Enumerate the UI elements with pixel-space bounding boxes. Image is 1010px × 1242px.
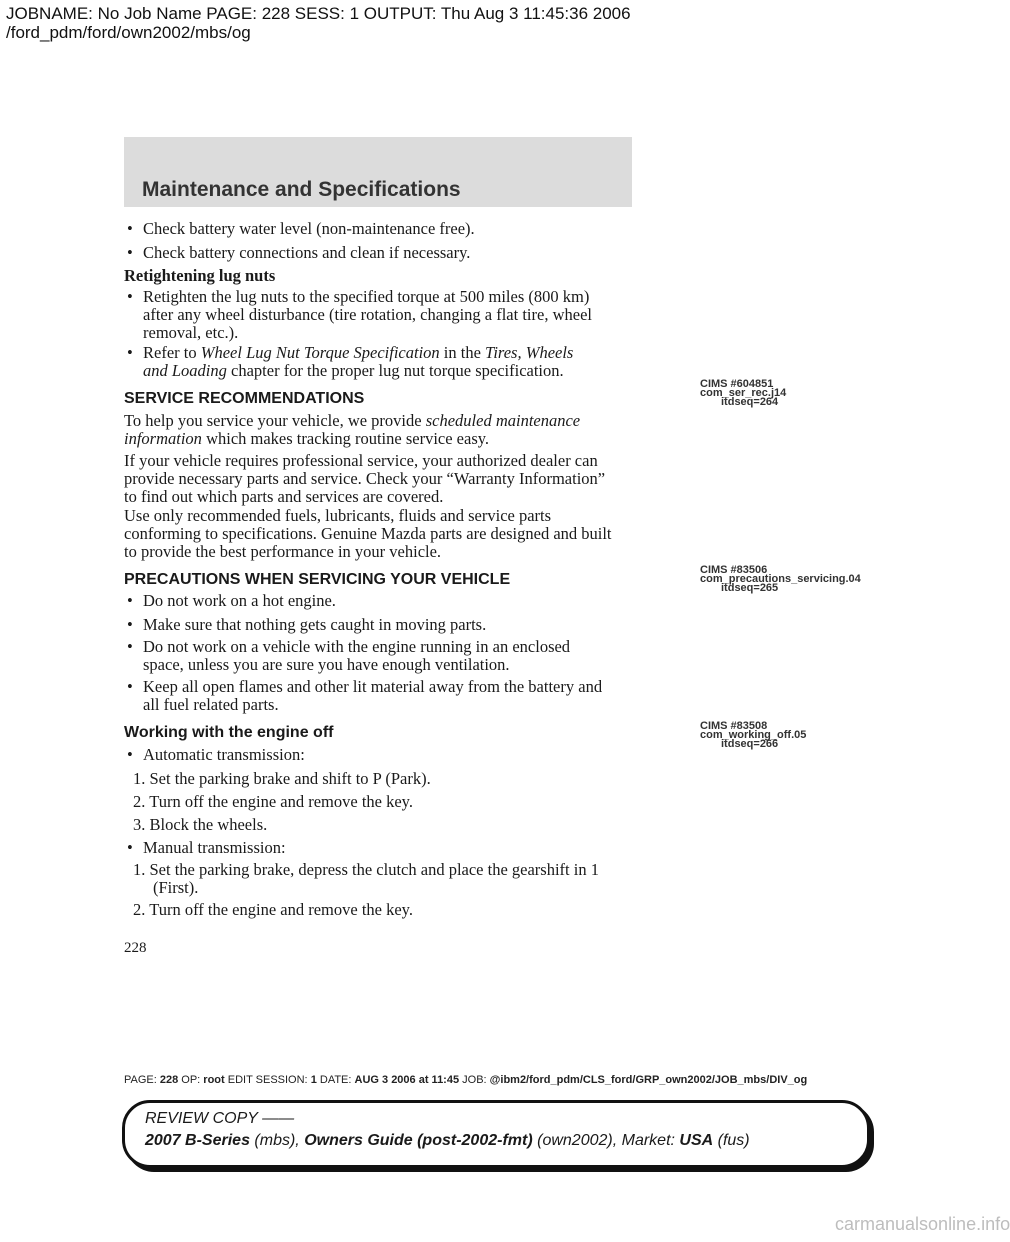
list-item-cont: removal, etc.). <box>143 323 239 342</box>
service-paragraph-cont: to find out which parts and services are covered. <box>124 487 444 506</box>
page-number: 228 <box>124 940 147 956</box>
cims-file: com_ser_rec.j14 <box>700 387 787 399</box>
service-paragraph-cont: provide necessary parts and service. Check your “Warranty Information” <box>124 469 606 488</box>
list-item: Manual transmission: <box>143 838 286 857</box>
footer-label: DATE: <box>316 1074 355 1086</box>
italic-ref: information <box>124 429 202 448</box>
review-copy-label: REVIEW COPY —— <box>145 1110 295 1127</box>
text-run: To help you service your vehicle, we provide <box>124 411 426 430</box>
text-run: in the <box>439 343 486 362</box>
review-copy-details <box>145 1132 750 1150</box>
market-code: (fus) <box>713 1132 750 1149</box>
list-item: Check battery connections and clean if necessary. <box>143 243 471 262</box>
precautions-heading: PRECAUTIONS WHEN SERVICING YOUR VEHICLE <box>124 571 511 588</box>
cims-seq: itdseq=266 <box>721 738 779 750</box>
text-run: which makes tracking routine service easy. <box>201 429 490 448</box>
footer-value: @ibm2/ford_pdm/CLS_ford/GRP_own2002/JOB_mbs/DIV_og <box>489 1074 808 1086</box>
list-item: Check battery water level (non-maintenance free). <box>143 219 475 238</box>
service-paragraph-cont <box>124 430 489 448</box>
cims-id: CIMS #83506 <box>700 564 768 576</box>
market-name: USA <box>679 1132 714 1149</box>
service-heading: SERVICE RECOMMENDATIONS <box>124 390 365 407</box>
engine-off-heading: Working with the engine off <box>124 724 334 741</box>
bullet: • <box>127 677 133 696</box>
list-item <box>143 344 573 362</box>
list-item-cont: space, unless you are sure you have enough ventilation. <box>143 655 510 674</box>
list-item: Keep all open flames and other lit material away from the battery and <box>143 677 603 696</box>
italic-ref: Tires, Wheels <box>485 343 574 362</box>
text-run: chapter for the proper lug nut torque specification. <box>226 361 564 380</box>
model-name: 2007 B-Series <box>145 1132 250 1149</box>
footer-value: 228 <box>159 1074 179 1086</box>
italic-ref: and Loading <box>143 361 227 380</box>
cims-file: com_precautions_servicing.04 <box>700 573 861 585</box>
cims-file: com_working_off.05 <box>700 729 807 741</box>
footer-value: AUG 3 2006 at 11:45 <box>354 1074 460 1086</box>
text-run: Refer to <box>143 343 201 362</box>
footer-job-info <box>124 1074 807 1086</box>
list-item: Retighten the lug nuts to the specified torque at 500 miles (800 km) <box>143 287 590 306</box>
list-item: Do not work on a vehicle with the engine running in an enclosed <box>143 637 571 656</box>
list-item-cont: after any wheel disturbance (tire rotation, changing a flat tire, wheel <box>143 305 592 324</box>
footer-label: PAGE: <box>124 1074 160 1086</box>
cims-id: CIMS #83508 <box>700 720 768 732</box>
cims-seq: itdseq=265 <box>721 582 779 594</box>
job-path-line: /ford_pdm/ford/own2002/mbs/og <box>6 23 251 42</box>
numbered-step: 1. Set the parking brake and shift to P (Park). <box>133 769 431 788</box>
numbered-step: 3. Block the wheels. <box>133 815 268 834</box>
job-header-line: JOBNAME: No Job Name PAGE: 228 SESS: 1 OUTPUT: Thu Aug 3 11:45:36 2006 <box>6 4 631 23</box>
service-paragraph-cont: to provide the best performance in your vehicle. <box>124 542 442 561</box>
model-code: (mbs) <box>249 1132 296 1149</box>
bullet: • <box>127 637 133 656</box>
service-paragraph: If your vehicle requires professional service, your authorized dealer can <box>124 451 598 470</box>
bullet: • <box>127 838 133 857</box>
service-paragraph <box>124 412 580 430</box>
list-item: Make sure that nothing gets caught in moving parts. <box>143 615 487 634</box>
list-item: Do not work on a hot engine. <box>143 591 336 610</box>
service-paragraph-cont: conforming to specifications. Genuine Mazda parts are designed and built <box>124 524 612 543</box>
list-item-cont <box>143 362 564 380</box>
footer-value: 1 <box>310 1074 317 1086</box>
bullet: • <box>127 219 133 238</box>
guide-name: Owners Guide (post-2002-fmt) <box>304 1132 533 1149</box>
footer-label: OP: <box>178 1074 204 1086</box>
numbered-step-cont: (First). <box>153 878 199 897</box>
list-item: Automatic transmission: <box>143 745 305 764</box>
footer-label: EDIT SESSION: <box>224 1074 311 1086</box>
page-title: Maintenance and Specifications <box>142 178 461 201</box>
footer-value: root <box>203 1074 225 1086</box>
cims-seq: itdseq=264 <box>721 396 779 408</box>
lugnuts-heading: Retightening lug nuts <box>124 266 276 285</box>
bullet: • <box>127 615 133 634</box>
footer-label: JOB: <box>459 1074 490 1086</box>
italic-ref: Wheel Lug Nut Torque Specification <box>200 343 440 362</box>
separator: , <box>295 1132 305 1149</box>
cims-code <box>700 566 861 593</box>
cims-code <box>700 380 786 407</box>
market-label: , Market: <box>612 1132 680 1149</box>
numbered-step: 2. Turn off the engine and remove the key. <box>133 900 413 919</box>
bullet: • <box>127 343 133 362</box>
numbered-step: 2. Turn off the engine and remove the key. <box>133 792 413 811</box>
numbered-step: 1. Set the parking brake, depress the clutch and place the gearshift in 1 <box>133 860 599 879</box>
service-paragraph: Use only recommended fuels, lubricants, fluids and service parts <box>124 506 552 525</box>
guide-code: (own2002) <box>532 1132 613 1149</box>
bullet: • <box>127 243 133 262</box>
italic-ref: scheduled maintenance <box>425 411 581 430</box>
list-item-cont: all fuel related parts. <box>143 695 279 714</box>
bullet: • <box>127 745 133 764</box>
site-watermark: carmanualsonline.info <box>835 1214 1010 1234</box>
cims-code <box>700 722 806 749</box>
bullet: • <box>127 287 133 306</box>
bullet: • <box>127 591 133 610</box>
cims-id: CIMS #604851 <box>700 378 774 390</box>
